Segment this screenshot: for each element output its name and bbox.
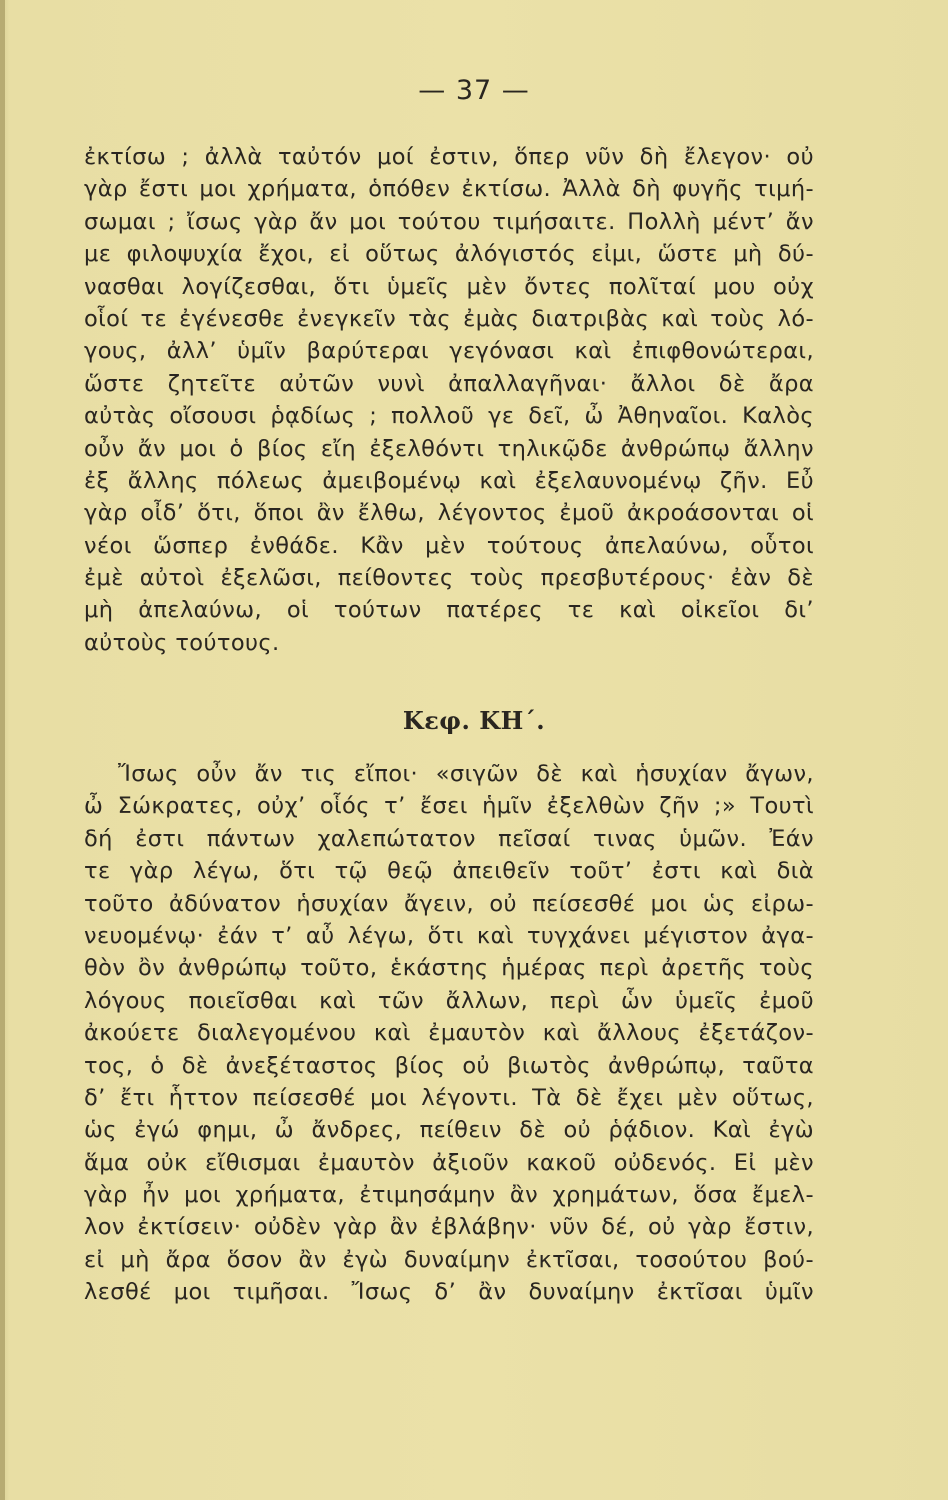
chapter-heading: Κεφ. ΚΗ΄. <box>402 706 546 735</box>
text-line: ἐκτίσω ; ἀλλὰ ταὐτόν μοί ἐστιν, ὅπερ νῦν δὴ ἔλεγον· οὐ <box>84 144 814 170</box>
text-line: νέοι ὥσπερ ἐνθάδε. Κἂν μὲν τούτους ἀπελαύνω, οὗτοι <box>84 532 814 559</box>
text-line: λον ἐκτίσειν· οὐδὲν γὰρ ἂν ἐβλάβην· νῦν δέ, οὐ γὰρ ἔστιν, <box>84 1214 814 1241</box>
text-line: τε γὰρ λέγω, ὅτι τῷ θεῷ ἀπειθεῖν τοῦτ’ ἐστι καὶ διὰ <box>84 858 814 885</box>
text-line: ἐξ ἄλλης πόλεως ἀμειβομένῳ καὶ ἐξελαυνομένῳ ζῆν. Εὖ <box>84 467 814 494</box>
text-line: ὥστε ζητεῖτε αὐτῶν νυνὶ ἀπαλλαγῆναι· ἄλλοι δὲ ἄρα <box>84 370 814 397</box>
text-line: νασθαι λογίζεσθαι, ὅτι ὑμεῖς μὲν ὄντες πολῖταί μου οὐχ <box>84 273 814 300</box>
text-line: λόγους ποιεῖσθαι καὶ τῶν ἄλλων, περὶ ὧν ὑμεῖς ἐμοῦ <box>84 987 814 1014</box>
text-line: ὡς ἐγώ φημι, ὦ ἄνδρες, πείθειν δὲ οὐ ῥᾴδιον. Καὶ ἐγὼ <box>84 1117 814 1144</box>
text-line: γὰρ οἶδ’ ὅτι, ὅποι ἂν ἔλθω, λέγοντος ἐμοῦ ἀκροάσονται οἱ <box>84 500 814 527</box>
text-line: ὦ Σώκρατες, οὐχ’ οἷός τ’ ἔσει ἡμῖν ἐξελθὼν ζῆν ;» Τουτὶ <box>84 793 814 820</box>
text-line: νευομένῳ· ἐάν τ’ αὖ λέγω, ὅτι καὶ τυγχάνει μέγιστον ἀγα- <box>84 922 814 949</box>
text-line: δ’ ἔτι ἧττον πείσεσθέ μοι λέγοντι. Τὰ δὲ ἔχει μὲν οὕτως, <box>84 1084 814 1111</box>
text-line: οἷοί τε ἐγένεσθε ἐνεγκεῖν τὰς ἐμὰς διατριβὰς καὶ τοὺς λό- <box>84 305 814 332</box>
text-line: γους, ἀλλ’ ὑμῖν βαρύτεραι γεγόνασι καὶ ἐπιφθονώτεραι, <box>84 338 814 365</box>
text-line: με φιλοψυχία ἔχοι, εἰ οὕτως ἀλόγιστός εἰμι, ὥστε μὴ δύ- <box>84 241 814 268</box>
page-number: — 37 — <box>418 75 530 106</box>
text-line: μὴ ἀπελαύνω, οἱ τούτων πατέρες τε καὶ οἰκεῖοι δι’ <box>84 597 814 624</box>
text-line: ἀκούετε διαλεγομένου καὶ ἐμαυτὸν καὶ ἄλλους ἐξετάζον- <box>84 1020 814 1047</box>
text-line: Ἴσως οὖν ἄν τις εἴποι· «σιγῶν δὲ καὶ ἡσυχίαν ἄγων, <box>118 761 814 787</box>
paragraph-1 <box>84 141 814 659</box>
text-line: λεσθέ μοι τιμῆσαι. Ἴσως δ’ ἂν δυναίμην ἐκτῖσαι ὑμῖν <box>84 1279 814 1306</box>
page-edge <box>0 0 5 1500</box>
text-line: οὖν ἄν μοι ὁ βίος εἴη ἐξελθόντι τηλικῷδε ἀνθρώπῳ ἄλλην <box>84 435 814 462</box>
text-line: γὰρ ἔστι μοι χρήματα, ὁπόθεν ἐκτίσω. Ἀλλὰ δὴ φυγῆς τιμή- <box>84 176 814 203</box>
text-line: δή ἐστι πάντων χαλεπώτατον πεῖσαί τινας ὑμῶν. Ἐάν <box>84 825 814 852</box>
text-line: σωμαι ; ἴσως γὰρ ἄν μοι τούτου τιμήσαιτε. Πολλὴ μέντ’ ἄν <box>84 208 814 235</box>
text-line: γὰρ ἦν μοι χρήματα, ἐτιμησάμην ἂν χρημάτων, ὅσα ἔμελ- <box>84 1182 814 1209</box>
text-line: ἐμὲ αὐτοὶ ἐξελῶσι, πείθοντες τοὺς πρεσβυτέρους· ἐὰν δὲ <box>84 565 814 592</box>
text-line: αὐτὰς οἴσουσι ῥᾳδίως ; πολλοῦ γε δεῖ, ὦ Ἀθηναῖοι. Καλὸς <box>84 403 814 430</box>
text-line: ἅμα οὐκ εἴθισμαι ἐμαυτὸν ἀξιοῦν κακοῦ οὐδενός. Εἰ μὲν <box>84 1149 814 1176</box>
text-line: αὐτοὺς τούτους. <box>84 629 280 656</box>
paragraph-2 <box>84 758 814 1309</box>
text-line: θὸν ὂν ἀνθρώπῳ τοῦτο, ἑκάστης ἡμέρας περὶ ἀρετῆς τοὺς <box>84 955 814 982</box>
text-line: τοῦτο ἀδύνατον ἡσυχίαν ἄγειν, οὐ πείσεσθέ μοι ὡς εἰρω- <box>84 890 814 917</box>
text-line: εἰ μὴ ἄρα ὅσον ἂν ἐγὼ δυναίμην ἐκτῖσαι, τοσούτου βού- <box>84 1246 814 1273</box>
text-line: τος, ὁ δὲ ἀνεξέταστος βίος οὐ βιωτὸς ἀνθρώπῳ, ταῦτα <box>84 1052 814 1079</box>
